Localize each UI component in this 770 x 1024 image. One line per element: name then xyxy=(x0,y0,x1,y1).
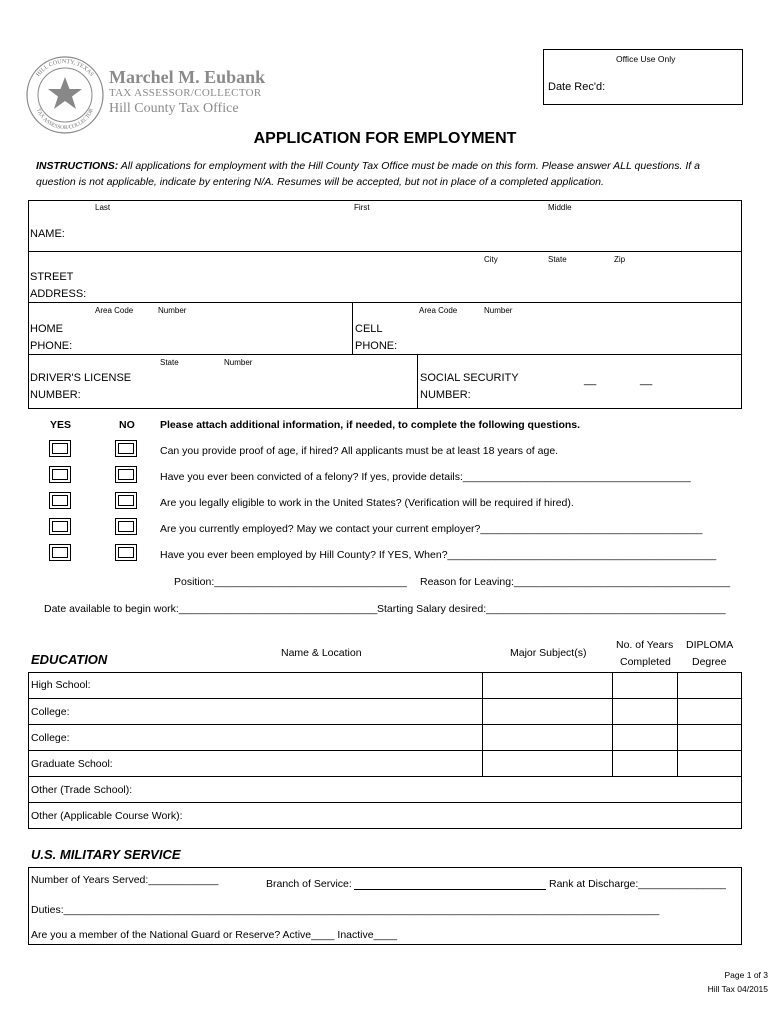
star-icon xyxy=(48,77,82,109)
date-available-field[interactable]: Date available to begin work:__________________________________ xyxy=(44,603,378,615)
form-revision: Hill Tax 04/2015 xyxy=(707,984,768,994)
middle-name-label: Middle xyxy=(548,203,572,212)
cell-number-label: Number xyxy=(484,306,513,315)
last-name-label: Last xyxy=(95,203,111,212)
home-area-code-label: Area Code xyxy=(95,306,134,315)
no-header: NO xyxy=(119,419,135,431)
social-security-label: SOCIAL SECURITY xyxy=(420,372,519,384)
yes-header: YES xyxy=(50,419,72,431)
education-row[interactable] xyxy=(28,724,742,751)
city-label: City xyxy=(484,255,498,264)
education-row[interactable] xyxy=(28,776,742,803)
q4-yes-checkbox[interactable] xyxy=(49,518,71,535)
education-row[interactable] xyxy=(28,750,742,777)
question-felony[interactable]: Have you ever been convicted of a felony? If yes, provide details:_______________________________________ xyxy=(160,471,691,483)
first-name-label: First xyxy=(354,203,370,212)
cell-label: CELL xyxy=(355,323,383,335)
form-title: APPLICATION FOR EMPLOYMENT xyxy=(253,130,517,147)
question-hill-county[interactable]: Have you ever been employed by Hill County? If YES, When?______________________________________________ xyxy=(160,549,717,561)
question-eligible: Are you legally eligible to work in the United States? (Verification will be required if hired). xyxy=(160,497,574,509)
home-number-label: Number xyxy=(158,306,187,315)
page-number: Page 1 of 3 xyxy=(724,970,768,980)
svg-text:TAX ASSESSOR/COLLECTOR: TAX ASSESSOR/COLLECTOR xyxy=(34,107,96,132)
street-address-field[interactable]: ADDRESS: xyxy=(30,288,87,300)
starting-salary-field[interactable]: Starting Salary desired:_________________________________________ xyxy=(377,603,726,615)
q2-no-checkbox[interactable] xyxy=(115,466,137,483)
office-name: Hill County Tax Office xyxy=(109,101,239,116)
personal-info-box xyxy=(28,200,742,409)
home-label: HOME xyxy=(30,323,63,335)
education-row[interactable] xyxy=(28,698,742,725)
street-label: STREET xyxy=(30,271,74,283)
cell-phone-field[interactable]: PHONE: xyxy=(355,340,398,352)
branch-label: Branch of Service: xyxy=(266,878,352,890)
education-row-label: Other (Trade School): xyxy=(31,784,133,796)
ssn-dash-2: __ xyxy=(640,374,653,386)
duties-field[interactable]: Duties:______________________________________________________________________________________________________ xyxy=(31,904,660,916)
reason-for-leaving-field[interactable]: Reason for Leaving:_____________________________________ xyxy=(420,576,731,588)
education-title: EDUCATION xyxy=(31,652,108,667)
assessor-name: Marchel M. Eubank xyxy=(109,67,266,87)
q2-yes-checkbox[interactable] xyxy=(49,466,71,483)
drivers-license-label: DRIVER'S LICENSE xyxy=(30,372,132,384)
q4-no-checkbox[interactable] xyxy=(115,518,137,535)
attach-note: Please attach additional information, if needed, to complete the following questions. xyxy=(160,419,581,431)
years-served-field[interactable]: Number of Years Served:____________ xyxy=(31,874,219,886)
instructions xyxy=(36,158,700,190)
diploma-header-1: DIPLOMA xyxy=(686,639,734,651)
dl-state-label: State xyxy=(160,358,179,367)
education-row-label: Other (Applicable Course Work): xyxy=(31,810,183,822)
instructions-line-2: question is not applicable, indicate by entering N/A. Resumes will be accepted, but not in place of a completed application. xyxy=(36,176,604,188)
education-row[interactable] xyxy=(28,672,742,699)
ssn-dash-1: __ xyxy=(584,374,597,386)
years-header-1: No. of Years xyxy=(616,639,674,651)
branch-of-service-field[interactable] xyxy=(354,889,546,890)
county-seal-logo xyxy=(25,55,105,135)
q3-no-checkbox[interactable] xyxy=(115,492,137,509)
position-field[interactable]: Position:_________________________________ xyxy=(174,576,407,588)
dl-number-label: Number xyxy=(224,358,253,367)
question-currently-employed[interactable]: Are you currently employed? May we contact your current employer?______________________________________ xyxy=(160,523,703,535)
education-row[interactable] xyxy=(28,802,742,829)
zip-label: Zip xyxy=(614,255,626,264)
q5-yes-checkbox[interactable] xyxy=(49,544,71,561)
q1-no-checkbox[interactable] xyxy=(115,440,137,457)
diploma-header-2: Degree xyxy=(692,656,727,668)
name-field[interactable]: NAME: xyxy=(30,228,65,240)
q1-yes-checkbox[interactable] xyxy=(49,440,71,457)
education-row-label: College: xyxy=(31,732,70,744)
state-label: State xyxy=(548,255,567,264)
office-use-title: Office Use Only xyxy=(616,54,676,64)
name-location-header: Name & Location xyxy=(281,647,362,659)
q3-yes-checkbox[interactable] xyxy=(49,492,71,509)
major-subjects-header: Major Subject(s) xyxy=(510,647,587,659)
rank-at-discharge-field[interactable]: Rank at Discharge:_______________ xyxy=(549,878,726,890)
years-header-2: Completed xyxy=(620,656,671,668)
education-row-label: Graduate School: xyxy=(31,758,113,770)
drivers-license-field[interactable]: NUMBER: xyxy=(30,389,81,401)
cell-area-code-label: Area Code xyxy=(419,306,458,315)
military-title: U.S. MILITARY SERVICE xyxy=(31,847,181,862)
question-proof-of-age: Can you provide proof of age, if hired? All applicants must be at least 18 years of age. xyxy=(160,445,559,457)
social-security-field[interactable]: NUMBER: xyxy=(420,389,471,401)
date-received-field[interactable]: Date Rec'd: xyxy=(548,81,606,93)
education-row-label: College: xyxy=(31,706,70,718)
assessor-title: TAX ASSESSOR/COLLECTOR xyxy=(109,87,262,99)
national-guard-question[interactable]: Are you a member of the National Guard or Reserve? Active____ Inactive____ xyxy=(31,929,397,941)
instructions-line-1: All applications for employment with the Hill County Tax Office must be made on this form. Please answer ALL questions. If a xyxy=(118,160,700,172)
instructions-label: INSTRUCTIONS: xyxy=(36,160,119,172)
q5-no-checkbox[interactable] xyxy=(115,544,137,561)
education-row-label: High School: xyxy=(31,679,91,691)
home-phone-field[interactable]: PHONE: xyxy=(30,340,73,352)
svg-text:HILL COUNTY, TEXAS: HILL COUNTY, TEXAS xyxy=(35,58,95,78)
